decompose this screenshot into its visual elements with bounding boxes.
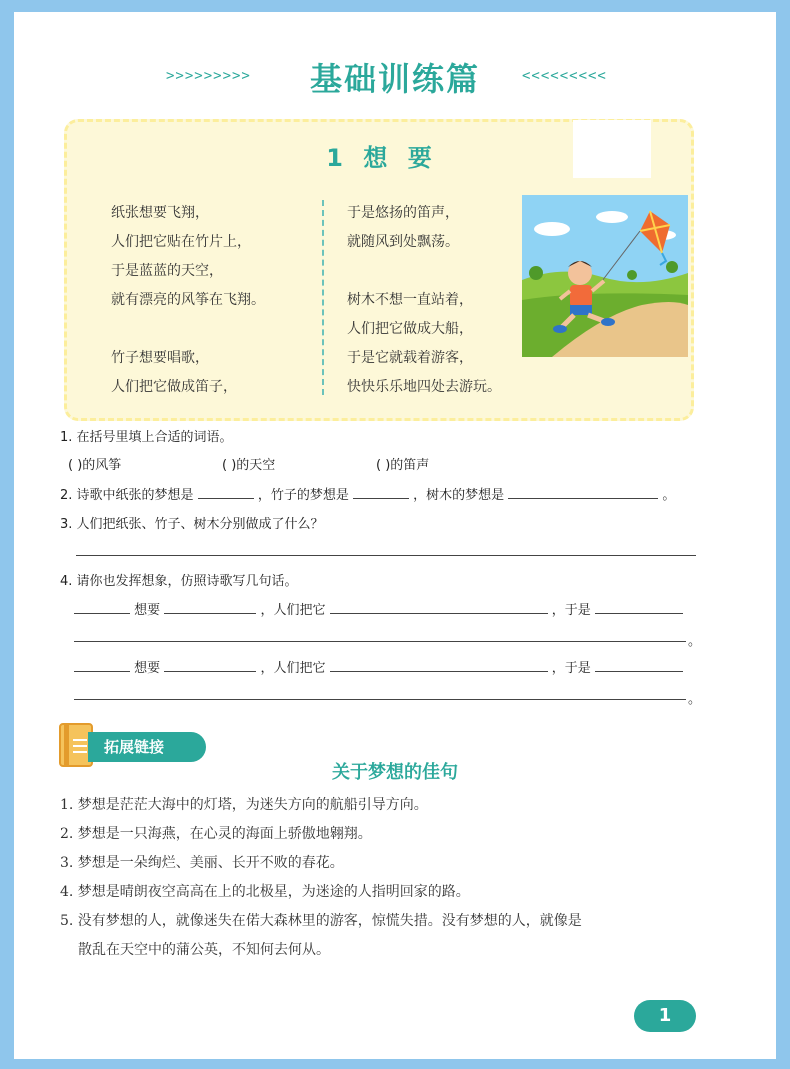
q1-blank-kite[interactable]: ( )的风筝	[68, 458, 122, 473]
q4-blank-result[interactable]	[595, 601, 683, 614]
quote-item: 5. 没有梦想的人，就像迷失在偌大森林里的游客，惊慌失措。没有梦想的人，就像是	[60, 913, 582, 929]
q1-blank-flute[interactable]: ( )的笛声	[376, 458, 430, 473]
q2-blank-bamboo[interactable]	[353, 486, 409, 499]
poem-line: 就有漂亮的风筝在飞翔。	[111, 292, 265, 308]
q4-sentence-1	[74, 599, 683, 618]
q2-blank-paper[interactable]	[198, 486, 254, 499]
boy-kite-illustration	[522, 195, 688, 357]
q4-text-want: 想要	[134, 661, 161, 676]
quote-item: 2. 梦想是一只海燕，在心灵的海面上骄傲地翱翔。	[60, 826, 372, 842]
q3-answer-line[interactable]	[76, 555, 696, 556]
q2-blank-tree[interactable]	[508, 486, 658, 499]
q4-blank-result[interactable]	[595, 659, 683, 672]
poem-line: 人们把它做成笛子，	[111, 379, 237, 395]
poem-line: 就随风到处飘荡。	[347, 234, 459, 250]
q4-blank-action[interactable]	[330, 659, 548, 672]
workbook-page	[14, 12, 776, 1059]
q4-text-want: 想要	[134, 603, 161, 618]
question-3: 3. 人们把纸张、竹子、树木分别做成了什么？	[60, 517, 324, 532]
poem-line: 纸张想要飞翔，	[111, 205, 209, 221]
poem-line: 树木不想一直站着，	[347, 292, 473, 308]
q4-answer-line[interactable]	[74, 699, 686, 700]
q4-blank-subject[interactable]	[74, 659, 130, 672]
q4-text-people: ，人们把它	[260, 603, 326, 618]
page-number: 1	[634, 1000, 696, 1032]
q1-blank-sky[interactable]: ( )的天空	[222, 458, 276, 473]
poem-line: 快快乐乐地四处去游玩。	[347, 379, 501, 395]
poem-box	[64, 119, 694, 421]
q4-sentence-2	[74, 657, 683, 676]
q2-period: 。	[662, 488, 676, 503]
question-4: 4. 请你也发挥想象，仿照诗歌写几句话。	[60, 574, 298, 589]
q2-text-paper: 2. 诗歌中纸张的梦想是	[60, 488, 194, 503]
q4-blank-wish[interactable]	[164, 659, 256, 672]
q2-text-tree: ，树木的梦想是	[413, 488, 505, 503]
q4-blank-wish[interactable]	[164, 601, 256, 614]
q4-blank-action[interactable]	[330, 601, 548, 614]
poem-line: 于是悠扬的笛声，	[347, 205, 459, 221]
quote-item-continued: 散乱在天空中的蒲公英，不知何去何从。	[78, 942, 330, 958]
right-arrow-decoration: <<<<<<<<<	[522, 68, 607, 84]
quote-item: 1. 梦想是茫茫大海中的灯塔，为迷失方向的航船引导方向。	[60, 797, 428, 813]
quote-item: 3. 梦想是一朵绚烂、美丽、长开不败的春花。	[60, 855, 344, 871]
left-arrow-decoration: >>>>>>>>>	[166, 68, 251, 84]
extension-tag: 拓展链接	[88, 732, 206, 762]
q4-text-people: ，人们把它	[260, 661, 326, 676]
poem-line: 人们把它贴在竹片上，	[111, 234, 251, 250]
quote-item: 4. 梦想是晴朗夜空高高在上的北极星，为迷途的人指明回家的路。	[60, 884, 470, 900]
extension-title: 关于梦想的佳句	[332, 762, 458, 783]
q2-text-bamboo: ，竹子的梦想是	[257, 488, 349, 503]
poem-divider	[322, 200, 324, 395]
poem-title: 1 想 要	[326, 144, 438, 172]
q4-text-then: ，于是	[551, 603, 591, 618]
q4-period: 。	[688, 692, 702, 707]
q4-answer-line[interactable]	[74, 641, 686, 642]
page-title: 基础训练篇	[309, 60, 480, 98]
poem-line: 人们把它做成大船，	[347, 321, 473, 337]
question-2	[60, 484, 675, 503]
q4-text-then: ，于是	[551, 661, 591, 676]
q4-blank-subject[interactable]	[74, 601, 130, 614]
q4-period: 。	[688, 634, 702, 649]
question-1: 1. 在括号里填上合适的词语。	[60, 430, 233, 445]
poem-line: 于是蓝蓝的天空，	[111, 263, 223, 279]
poem-line: 竹子想要唱歌，	[111, 350, 209, 366]
poem-line: 于是它就载着游客，	[347, 350, 473, 366]
